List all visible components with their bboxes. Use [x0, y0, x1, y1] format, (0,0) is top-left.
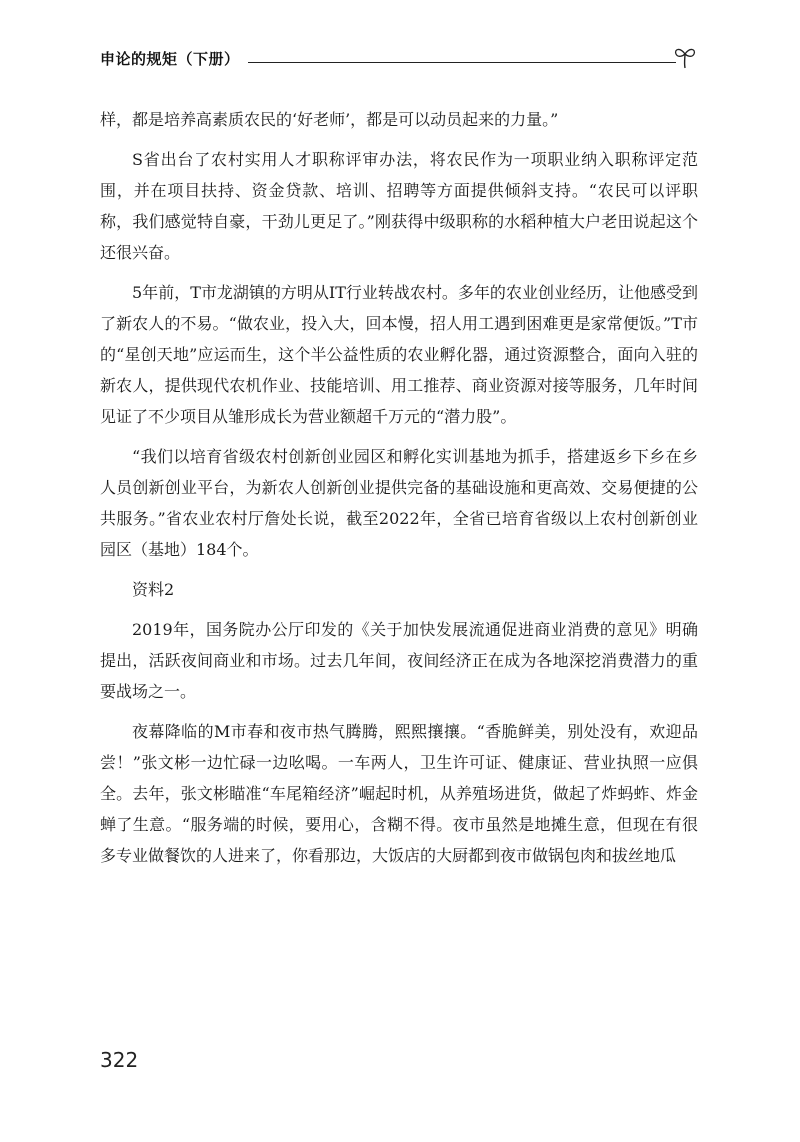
page-number: 322: [100, 1048, 139, 1072]
paragraph: 夜幕降临的M市春和夜市热气腾腾，熙熙攘攘。“香脆鲜美，别处没有，欢迎品尝！”张文彬一边忙碌一边吆喝。一车两人，卫生许可证、健康证、营业执照一应俱全。去年，张文彬瞄准“车尾箱经济”崛起时机，从养殖场进货，做起了炸蚂蚱、炸金蝉了生意。“服务端的时候，要用心，含糊不得。夜市虽然是地摊生意，但现在有很多专业做餐饮的人进来了，你看那边，大饭店的大厨都到夜市做锅包肉和拔丝地瓜: [100, 722, 698, 865]
paragraph: S省出台了农村实用人才职称评审办法，将农民作为一项职业纳入职称评定范围，并在项目扶持、资金贷款、培训、招聘等方面提供倾斜支持。“农民可以评职称，我们感觉特自豪，干劲儿更足了。”刚获得中级职称的水稻种植大户老田说起这个还很兴奋。: [100, 150, 698, 262]
section-heading: 资料2: [132, 580, 175, 599]
book-title: 申论的规矩（下册）: [100, 50, 240, 68]
paragraph: 5年前，T市龙湖镇的方明从IT行业转战农村。多年的农业创业经历，让他感受到了新农人的不易。“做农业，投入大，回本慢，招人用工遇到困难更是家常便饭。”T市的“星创天地”应运而生，这个半公益性质的农业孵化器，通过资源整合，面向入驻的新农人，提供现代农机作业、技能培训、用工推荐、商业资源对接等服务，几年时间见证了不少项目从雏形成长为营业额超千万元的“潜力股”。: [100, 283, 698, 426]
sprout-icon: [672, 44, 698, 70]
running-header: [100, 44, 698, 72]
paragraph: 样，都是培养高素质农民的‘好老师’，都是可以动员起来的力量。”: [100, 110, 559, 129]
paragraph: 2019年，国务院办公厅印发的《关于加快发展流通促进商业消费的意见》明确提出，活跃夜间商业和市场。过去几年间，夜间经济正在成为各地深挖消费潜力的重要战场之一。: [100, 620, 698, 701]
body-text: [100, 104, 698, 880]
paragraph: “我们以培育省级农村创新创业园区和孵化实训基地为抓手，搭建返乡下乡在乡人员创新创业平台，为新农人创新创业提供完备的基础设施和更高效、交易便捷的公共服务。”省农业农村厅詹处长说，截至2022年，全省已培育省级以上农村创新创业园区（基地）184个。: [100, 447, 698, 559]
header-rule: [248, 62, 676, 63]
